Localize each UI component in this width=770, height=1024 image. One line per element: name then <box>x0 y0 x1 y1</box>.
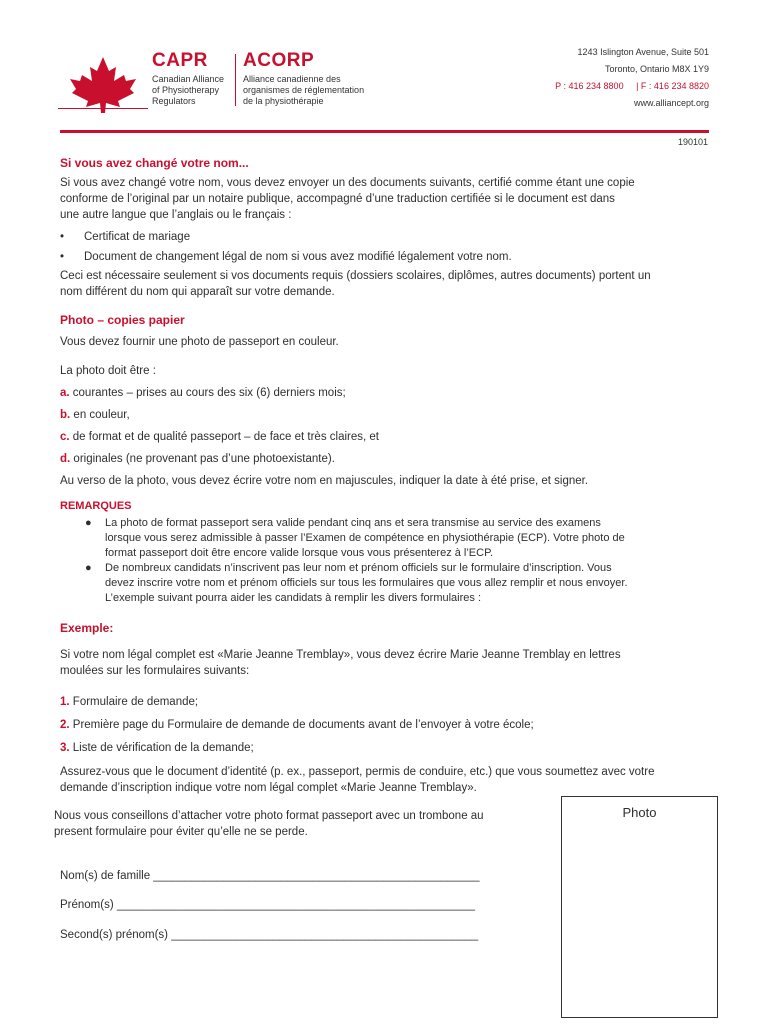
photo-criterion <box>60 429 379 445</box>
text-line: De nombreux candidats n’inscrivent pas leur nom et prénom officiels sur le formulaire d’inscription. Vous <box>105 562 612 574</box>
photo-intro: Vous devez fournir une photo de passeport en couleur. <box>60 336 339 348</box>
list-item <box>60 249 720 265</box>
photo-box-label: Photo <box>622 805 657 820</box>
photo-lead: La photo doit être : <box>60 365 156 377</box>
org1-name-line: Regulators <box>152 96 196 106</box>
text-line: conforme de l’original par un notaire publique, accompagné d’une traduction certifiée si le document est dans <box>60 193 615 205</box>
name-change-list <box>60 229 720 265</box>
form-list-item <box>60 717 534 733</box>
bullet-icon: • <box>60 231 65 243</box>
list-item <box>60 229 720 245</box>
criterion-label: c. <box>60 431 70 443</box>
remark-item <box>85 516 725 561</box>
address-block <box>555 44 709 112</box>
middle-name-field[interactable]: Second(s) prénom(s) ________________________________________________ <box>60 929 479 941</box>
org1-name <box>152 74 224 107</box>
org2-name-line: organismes de réglementation <box>243 85 365 95</box>
name-change-note <box>60 268 720 300</box>
text-line: Ceci est nécessaire seulement si vos documents requis (dossiers scolaires, diplômes, autres documents) portent un <box>60 270 651 282</box>
fax-number: | F : 416 234 8820 <box>636 81 709 91</box>
last-name-field[interactable]: Nom(s) de famille ___________________________________________________ <box>60 870 480 882</box>
contact-phone-fax <box>555 78 709 95</box>
criterion-text: courantes – prises au cours des six (6) derniers mois; <box>69 387 346 399</box>
remarks-heading: REMARQUES <box>60 500 132 512</box>
text-line: demande d’inscription indique votre nom légal complet «Marie Jeanne Tremblay». <box>60 782 477 794</box>
text-line: Nous vous conseillons d’attacher votre photo format passeport avec un trombone au <box>54 810 484 822</box>
list-item-text: Document de changement légal de nom si vous avez modifié légalement votre nom. <box>84 251 512 263</box>
website-link[interactable]: www.alliancept.org <box>633 98 709 108</box>
photo-box[interactable] <box>561 796 718 1018</box>
logo-baseline <box>58 108 148 109</box>
form-list-item <box>60 694 198 710</box>
form-number: 2. <box>60 719 70 731</box>
form-text: Formulaire de demande; <box>69 696 199 708</box>
text-line: La photo de format passeport sera valide pendant cinq ans et sera transmise au service des examens <box>105 517 601 529</box>
text-line: L’exemple suivant pourra aider les candidats à remplir les divers formulaires : <box>105 592 482 604</box>
photo-back-note: Au verso de la photo, vous devez écrire votre nom en majuscules, indiquer la date à été prise, et signer. <box>60 475 589 487</box>
text-line: une autre langue que l’anglais ou le français : <box>60 209 292 221</box>
text-line: nom différent du nom qui apparaît sur votre demande. <box>60 286 335 298</box>
org2-abbr: ACORP <box>243 50 315 71</box>
first-name-field[interactable]: Prénom(s) ________________________________________________________ <box>60 899 476 911</box>
photo-heading: Photo – copies papier <box>60 313 185 327</box>
org1-name-line: of Physiotherapy <box>152 85 220 95</box>
criterion-text: en couleur, <box>70 409 130 421</box>
form-text: Liste de vérification de la demande; <box>69 742 254 754</box>
criterion-label: b. <box>60 409 71 421</box>
remarks-list <box>85 516 725 606</box>
name-change-heading: Si vous avez changé votre nom... <box>60 156 249 170</box>
header-rule <box>60 130 709 133</box>
org1-abbr: CAPR <box>152 50 208 71</box>
phone-number: P : 416 234 8800 <box>555 81 624 91</box>
id-note <box>60 764 725 796</box>
text-line: lorsque vous serez admissible à passer l’Examen de compétence en physiothérapie (ECP). Votre photo de <box>105 532 625 544</box>
example-intro <box>60 647 720 679</box>
logo-divider <box>235 54 236 106</box>
bullet-icon: • <box>60 251 65 263</box>
bullet-icon: ● <box>85 517 92 529</box>
text-line: moulées sur les formulaires suivants: <box>60 665 250 677</box>
attach-note <box>54 808 544 840</box>
criterion-text: de format et de qualité passeport – de face et très claires, et <box>69 431 379 443</box>
form-text: Première page du Formulaire de demande de documents avant de l’envoyer à votre école; <box>69 719 534 731</box>
criterion-label: a. <box>60 387 70 399</box>
document-id: 190101 <box>677 137 708 147</box>
form-number: 3. <box>60 742 70 754</box>
org2-name-line: de la physiothérapie <box>243 96 324 106</box>
org1-name-line: Canadian Alliance <box>152 74 225 84</box>
org2-name-line: Alliance canadienne des <box>243 74 341 84</box>
criterion-label: d. <box>60 453 71 465</box>
org2-name <box>243 74 364 107</box>
text-line: Assurez-vous que le document d’identité (p. ex., passeport, permis de conduire, etc.) que vous soumettez avec votre <box>60 766 655 778</box>
remark-item <box>85 561 725 606</box>
text-line: Si vous avez changé votre nom, vous devez envoyer un des documents suivants, certifié comme étant une copie <box>60 177 635 189</box>
bullet-icon: ● <box>85 562 92 574</box>
name-change-intro <box>60 175 720 223</box>
example-heading: Exemple: <box>60 621 114 635</box>
form-number: 1. <box>60 696 70 708</box>
list-item-text: Certificat de mariage <box>84 231 191 243</box>
text-line: devez inscrire votre nom et prénom officiels sur tous les formulaires que vous allez remplir et nous envoyer. <box>105 577 628 589</box>
text-line: Si votre nom légal complet est «Marie Jeanne Tremblay», vous devez écrire Marie Jeanne Tremblay en lettres <box>60 649 621 661</box>
photo-criterion <box>60 385 346 401</box>
photo-criterion <box>60 407 130 423</box>
address-city: Toronto, Ontario M8X 1Y9 <box>604 64 709 74</box>
address-street: 1243 Islington Avenue, Suite 501 <box>577 47 709 57</box>
maple-leaf-logo-icon <box>58 55 148 113</box>
criterion-text: originales (ne provenant pas d’une photoexistante). <box>70 453 335 465</box>
text-line: present formulaire pour éviter qu’elle ne se perde. <box>54 826 308 838</box>
text-line: format passeport doit être encore valide lorsque vous vous présenterez à l’ECP. <box>105 547 494 559</box>
photo-criterion <box>60 451 335 467</box>
form-list-item <box>60 740 254 756</box>
